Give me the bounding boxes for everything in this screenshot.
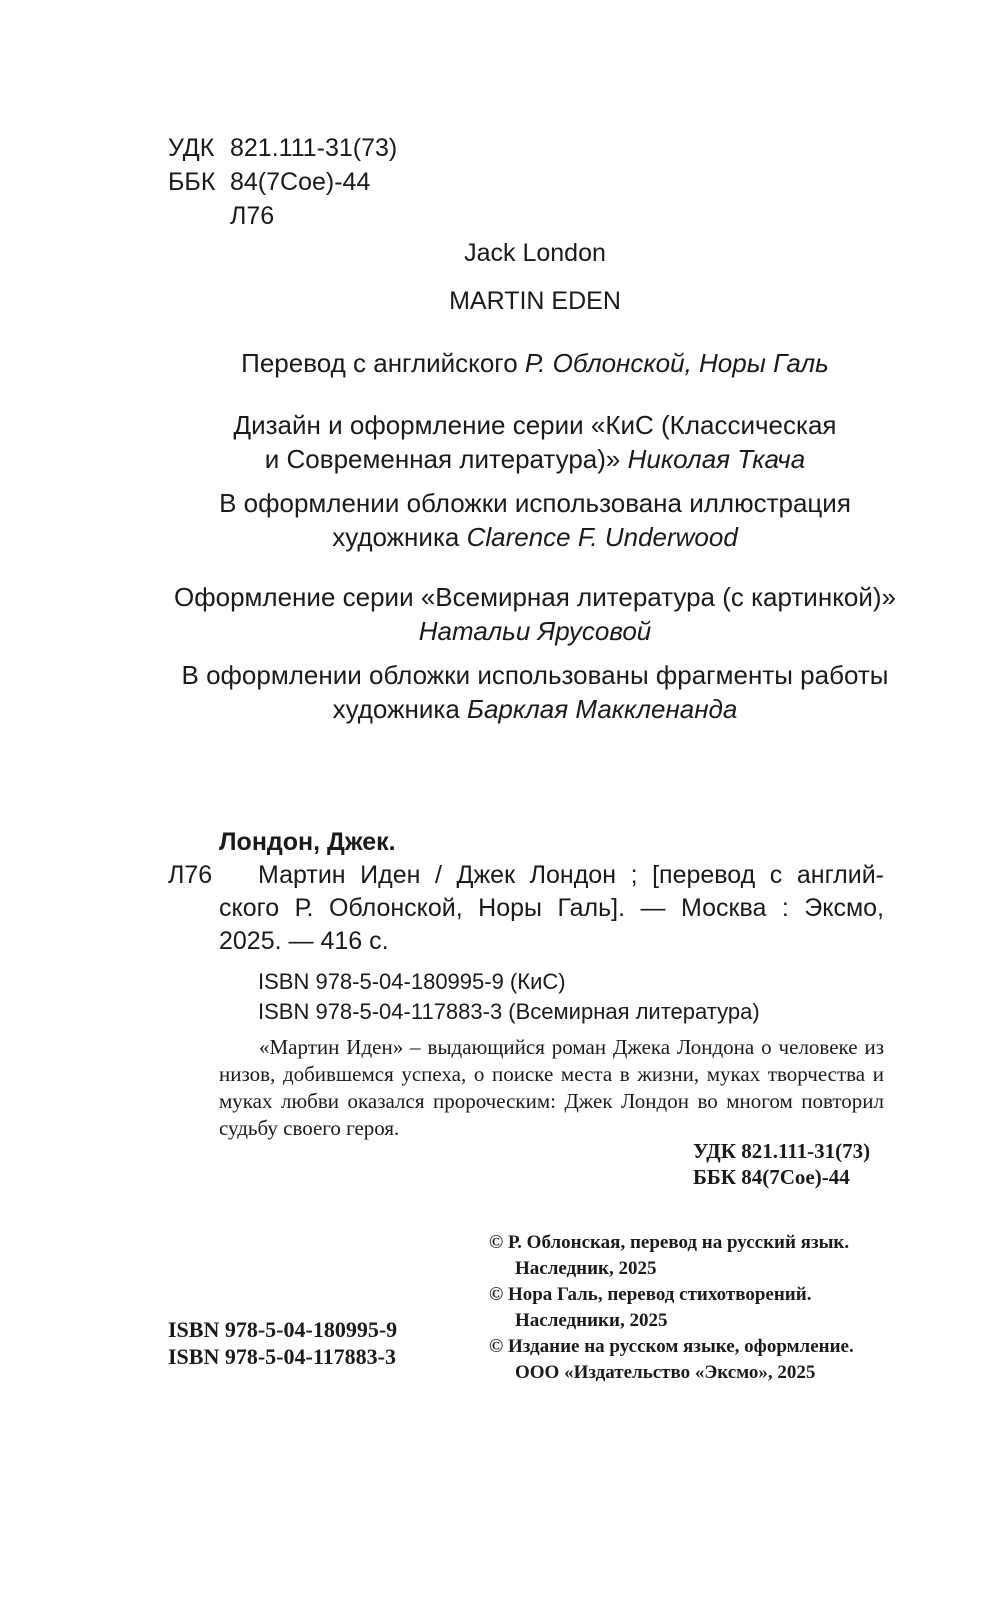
annotation-bbk: ББК 84(7Сое)-44: [693, 1165, 850, 1189]
cover-artist-2: Барклая Маккленанда: [467, 694, 738, 724]
cover-fragments-line-1: В оформлении обложки использованы фрагменты работы: [181, 660, 889, 690]
copyright-line-1: © Р. Облонская, перевод на русский язык.: [489, 1232, 850, 1253]
translation-credit: [100, 346, 970, 380]
translators: Р. Облонской, Норы Галь: [524, 348, 829, 378]
series-design2-line-1: Оформление серии «Всемирная литература (с картинкой)»: [174, 582, 896, 612]
bbk-value: 84(7Сое)-44: [230, 168, 371, 196]
isbn-line-1: ISBN 978-5-04-180995-9: [168, 1317, 398, 1342]
cover-illustration-credit: [100, 486, 970, 554]
udk-label: УДК: [168, 134, 215, 162]
isbn-line-2: ISBN 978-5-04-117883-3: [168, 1344, 396, 1369]
copyright-line-6: ООО «Издательство «Эксмо», 2025: [515, 1362, 816, 1383]
series-design-credit-1: [100, 408, 970, 476]
original-author: Jack London: [464, 239, 606, 267]
annotation-text: «Мартин Иден» – выдающийся роман Джека Лондона о человеке из низов, добившемся успеха, о поиске места в жизни, муках творчества и муках любви оказался пророческим: Джек Лондон во многом повторил судьбу своего героя.: [219, 1035, 884, 1140]
udk-value: 821.111-31(73): [230, 134, 398, 162]
author-mark: Л76: [230, 202, 275, 230]
series-design-credit-2: [100, 580, 970, 648]
cover-illustration-line-1: В оформлении обложки использована иллюстрация: [219, 488, 851, 518]
copyright-line-5: © Издание на русском языке, оформление.: [489, 1336, 854, 1357]
catalog-line-3: 2025. — 416 с.: [219, 927, 389, 955]
catalog-mark: Л76: [168, 861, 213, 889]
cover-fragments-credit: [100, 658, 970, 726]
cover-fragments-line-2: художника Барклая Маккленанда: [332, 694, 738, 724]
original-title: MARTIN EDEN: [449, 287, 621, 315]
copyright-line-4: Наследники, 2025: [515, 1310, 668, 1331]
series-designer-2: Натальи Ярусовой: [418, 616, 652, 646]
annotation-udk: УДК 821.111-31(73): [693, 1139, 871, 1163]
translation-prefix: Перевод с английского: [241, 348, 518, 378]
copyright-line-2: Наследник, 2025: [515, 1258, 657, 1279]
cover-illustration-line-2: художника Clarence F. Underwood: [332, 522, 738, 552]
copyright-line-3: © Нора Галь, перевод стихотворений.: [489, 1284, 812, 1305]
series-designer-2-line: [100, 614, 970, 648]
catalog-line-2: ского Р. Облонской, Норы Галь]. — Москва : Эксмо,: [219, 894, 884, 922]
series-design-line-2: и Современная литература)» Николая Ткача: [264, 444, 806, 474]
catalog-heading: Лондон, Джек.: [219, 828, 396, 856]
catalog-line-1: Мартин Иден / Джек Лондон ; [перевод с англий-: [258, 861, 884, 889]
cover-artist-1: Clarence F. Underwood: [466, 522, 738, 552]
bbk-label: ББК: [168, 168, 216, 196]
catalog-isbn-1: ISBN 978-5-04-180995-9 (КиС): [258, 969, 566, 994]
series-design-line-1: Дизайн и оформление серии «КиС (Классическая: [233, 410, 837, 440]
series-designer-1: Николая Ткача: [627, 444, 806, 474]
catalog-isbn-2: ISBN 978-5-04-117883-3 (Всемирная литература): [258, 999, 760, 1024]
